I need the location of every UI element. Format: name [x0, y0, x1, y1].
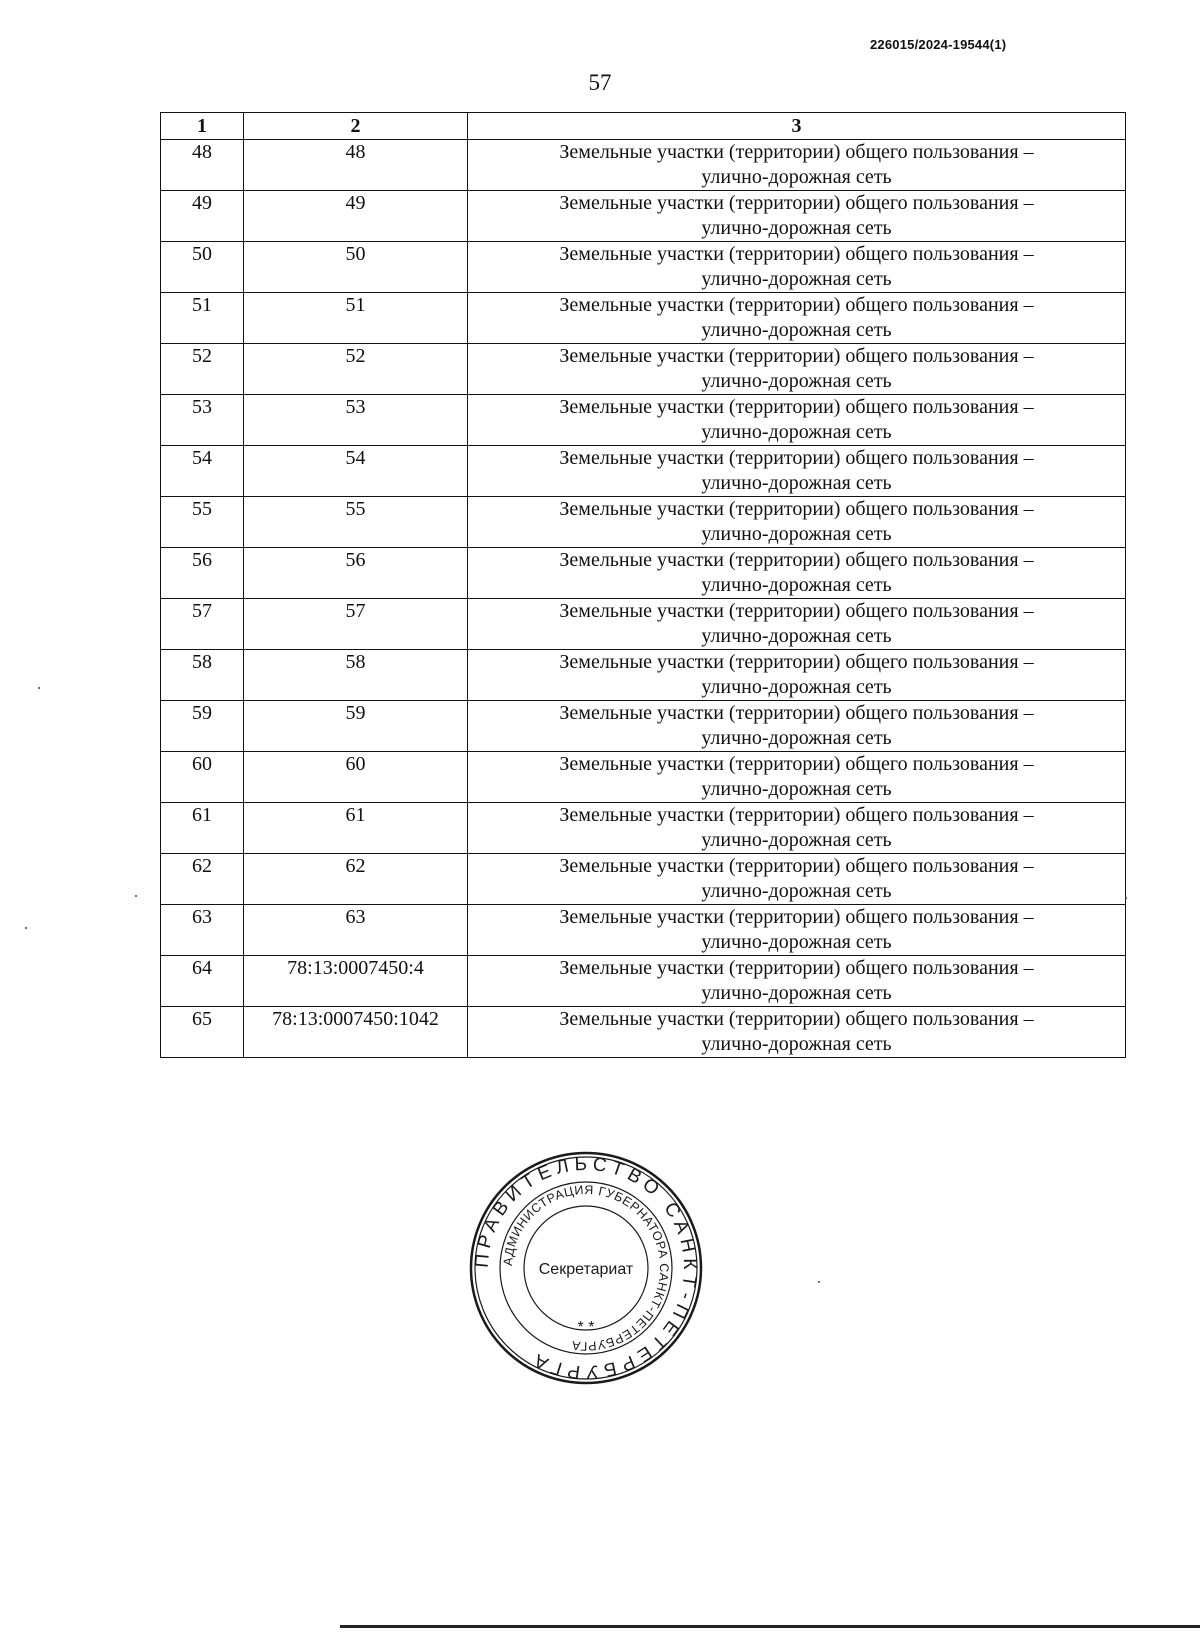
header-col-1: 1	[161, 113, 244, 140]
land-use-description	[468, 242, 1126, 293]
scan-speck	[25, 927, 27, 929]
description-line-2: улично-дорожная сеть	[701, 931, 892, 953]
table-row	[161, 548, 1126, 599]
scan-edge-line	[340, 1625, 1200, 1628]
row-number: 50	[161, 242, 244, 293]
land-use-description	[468, 140, 1126, 191]
cadastral-id: 50	[244, 242, 468, 293]
table-row	[161, 752, 1126, 803]
table-row	[161, 701, 1126, 752]
description-line-2: улично-дорожная сеть	[701, 982, 892, 1004]
description-line-1: Земельные участки (территории) общего пользования –	[559, 855, 1034, 877]
description-line-1: Земельные участки (территории) общего пользования –	[559, 192, 1034, 214]
description-line-1: Земельные участки (территории) общего пользования –	[559, 396, 1034, 418]
land-use-description	[468, 956, 1126, 1007]
table-row	[161, 956, 1126, 1007]
cadastral-id: 56	[244, 548, 468, 599]
row-number: 56	[161, 548, 244, 599]
cadastral-id: 59	[244, 701, 468, 752]
scan-speck	[818, 1281, 820, 1283]
table-header-row	[161, 113, 1126, 140]
land-use-description	[468, 803, 1126, 854]
description-line-1: Земельные участки (территории) общего пользования –	[559, 498, 1034, 520]
description-line-2: улично-дорожная сеть	[701, 523, 892, 545]
cadastral-id: 62	[244, 854, 468, 905]
land-use-description	[468, 1007, 1126, 1058]
description-line-1: Земельные участки (территории) общего пользования –	[559, 906, 1034, 928]
description-line-1: Земельные участки (территории) общего пользования –	[559, 549, 1034, 571]
table-row	[161, 293, 1126, 344]
description-line-2: улично-дорожная сеть	[701, 1033, 892, 1055]
document-id: 226015/2024-19544(1)	[870, 37, 1007, 52]
cadastral-id: 53	[244, 395, 468, 446]
description-line-2: улично-дорожная сеть	[701, 727, 892, 749]
cadastral-id: 55	[244, 497, 468, 548]
land-use-description	[468, 497, 1126, 548]
description-line-1: Земельные участки (территории) общего пользования –	[559, 345, 1034, 367]
description-line-1: Земельные участки (территории) общего пользования –	[559, 651, 1034, 673]
row-number: 58	[161, 650, 244, 701]
header-col-3: 3	[468, 113, 1126, 140]
row-number: 59	[161, 701, 244, 752]
cadastral-id: 63	[244, 905, 468, 956]
seal-outer-text: ПРАВИТЕЛЬСТВО САНКТ-ПЕТЕРБУРГА	[471, 1153, 701, 1383]
description-line-1: Земельные участки (территории) общего пользования –	[559, 702, 1034, 724]
cadastral-id: 58	[244, 650, 468, 701]
table-row	[161, 1007, 1126, 1058]
land-use-description	[468, 191, 1126, 242]
scan-speck	[38, 687, 40, 689]
table-row	[161, 599, 1126, 650]
description-line-2: улично-дорожная сеть	[701, 880, 892, 902]
row-number: 51	[161, 293, 244, 344]
table-row	[161, 497, 1126, 548]
seal-graphic	[468, 1150, 704, 1386]
table-row	[161, 446, 1126, 497]
description-line-2: улично-дорожная сеть	[701, 778, 892, 800]
description-line-1: Земельные участки (территории) общего пользования –	[559, 804, 1034, 826]
seal-center-text: Секретариат	[538, 1261, 634, 1278]
cadastral-id: 57	[244, 599, 468, 650]
cadastral-id: 52	[244, 344, 468, 395]
row-number: 60	[161, 752, 244, 803]
row-number: 63	[161, 905, 244, 956]
table-row	[161, 344, 1126, 395]
description-line-2: улично-дорожная сеть	[701, 676, 892, 698]
row-number: 62	[161, 854, 244, 905]
row-number: 57	[161, 599, 244, 650]
cadastral-id: 54	[244, 446, 468, 497]
land-use-description	[468, 344, 1126, 395]
table-row	[161, 191, 1126, 242]
table-row	[161, 650, 1126, 701]
description-line-1: Земельные участки (территории) общего пользования –	[559, 1008, 1034, 1030]
description-line-2: улично-дорожная сеть	[701, 166, 892, 188]
table-row	[161, 905, 1126, 956]
cadastral-id: 61	[244, 803, 468, 854]
official-seal	[468, 1150, 704, 1386]
description-line-1: Земельные участки (территории) общего пользования –	[559, 600, 1034, 622]
page-number: 57	[588, 70, 612, 95]
description-line-2: улично-дорожная сеть	[701, 625, 892, 647]
land-use-description	[468, 548, 1126, 599]
scan-speck	[1125, 897, 1127, 899]
description-line-2: улично-дорожная сеть	[701, 217, 892, 239]
land-use-description	[468, 446, 1126, 497]
description-line-2: улично-дорожная сеть	[701, 421, 892, 443]
description-line-1: Земельные участки (территории) общего пользования –	[559, 294, 1034, 316]
cadastral-id: 60	[244, 752, 468, 803]
row-number: 64	[161, 956, 244, 1007]
description-line-1: Земельные участки (территории) общего пользования –	[559, 957, 1034, 979]
description-line-1: Земельные участки (территории) общего пользования –	[559, 753, 1034, 775]
description-line-2: улично-дорожная сеть	[701, 319, 892, 341]
land-use-description	[468, 905, 1126, 956]
cadastral-id: 49	[244, 191, 468, 242]
land-use-description	[468, 701, 1126, 752]
header-col-2: 2	[244, 113, 468, 140]
table-row	[161, 140, 1126, 191]
cadastral-id: 48	[244, 140, 468, 191]
land-use-description	[468, 599, 1126, 650]
cadastral-id: 78:13:0007450:4	[244, 956, 468, 1007]
seal-stars: * *	[577, 1319, 595, 1336]
table-row	[161, 395, 1126, 446]
land-use-description	[468, 854, 1126, 905]
land-use-description	[468, 650, 1126, 701]
row-number: 52	[161, 344, 244, 395]
row-number: 53	[161, 395, 244, 446]
description-line-1: Земельные участки (территории) общего пользования –	[559, 447, 1034, 469]
description-line-2: улично-дорожная сеть	[701, 370, 892, 392]
row-number: 48	[161, 140, 244, 191]
row-number: 61	[161, 803, 244, 854]
cadastral-id: 51	[244, 293, 468, 344]
table-row	[161, 803, 1126, 854]
row-number: 65	[161, 1007, 244, 1058]
table-row	[161, 242, 1126, 293]
row-number: 49	[161, 191, 244, 242]
land-use-description	[468, 395, 1126, 446]
description-line-1: Земельные участки (территории) общего пользования –	[559, 141, 1034, 163]
description-line-2: улично-дорожная сеть	[701, 472, 892, 494]
description-line-2: улично-дорожная сеть	[701, 829, 892, 851]
land-use-description	[468, 752, 1126, 803]
description-line-1: Земельные участки (территории) общего пользования –	[559, 243, 1034, 265]
table-row	[161, 854, 1126, 905]
land-use-description	[468, 293, 1126, 344]
row-number: 55	[161, 497, 244, 548]
description-line-2: улично-дорожная сеть	[701, 268, 892, 290]
description-line-2: улично-дорожная сеть	[701, 574, 892, 596]
seal-inner-text: АДМИНИСТРАЦИЯ ГУБЕРНАТОРА САНКТ-ПЕТЕРБУРГА	[500, 1182, 672, 1354]
cadastral-id: 78:13:0007450:1042	[244, 1007, 468, 1058]
row-number: 54	[161, 446, 244, 497]
scan-speck	[135, 895, 137, 897]
parcels-table	[160, 112, 1126, 1058]
